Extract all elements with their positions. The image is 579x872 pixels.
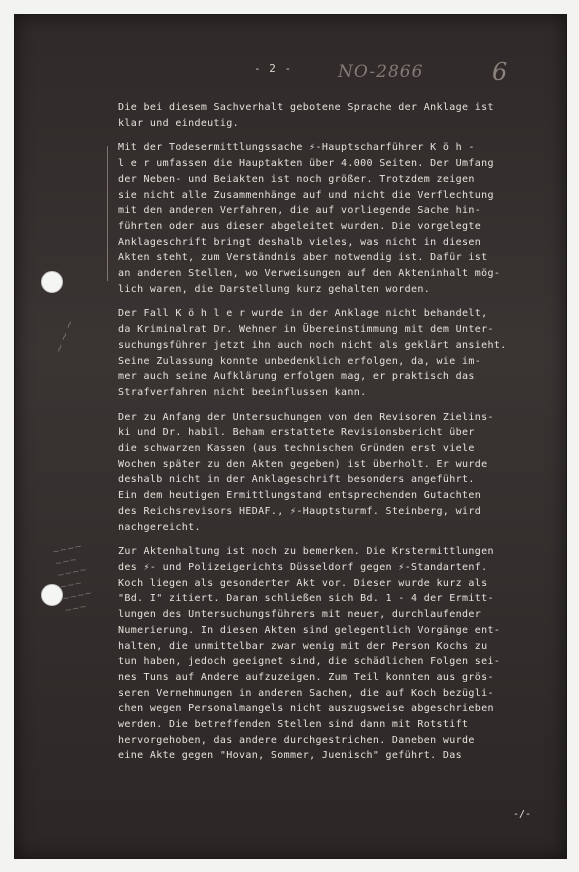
text-line: werden. Die betreffenden Stellen sind dann mit Rotstift: [118, 719, 469, 731]
text-line: Seine Zulassung konnte unbedenklich erfolgen, da, wie im-: [118, 355, 482, 367]
text-line: klar und eindeutig.: [118, 117, 240, 129]
text-line: Numerierung. In diesen Akten sind gelegentlich Vorgänge ent-: [118, 624, 501, 636]
paragraph: [118, 140, 550, 297]
text-line: tun haben, jedoch geeignet sind, die schädlichen Folgen sei-: [118, 656, 501, 668]
text-line: sie nicht alle Zusammenhänge auf und nicht die Verflechtung: [118, 189, 494, 201]
text-line: mer auch seine Aufklärung erfolgen mag, er praktisch das: [118, 371, 475, 383]
text-line: die schwarzen Kassen (aus technischen Gründen erst viele: [118, 443, 475, 455]
text-line: Mit der Todesermittlungssache ⚡-Hauptscharführer K ö h -: [118, 142, 475, 154]
text-line: der Neben- und Beiakten ist noch größer. Trotzdem zeigen: [118, 173, 475, 185]
text-line: halten, die unmittelbar zwar wenig mit der Person Kochs zu: [118, 640, 488, 652]
text-line: lungen des Untersuchungsführers mit neuer, durchlaufender: [118, 609, 482, 621]
paragraph: [118, 544, 550, 764]
typed-body-text: [118, 100, 550, 773]
text-line: des ⚡- und Polizeigerichts Düsseldorf gegen ⚡-Standartenf.: [118, 561, 488, 573]
paragraph: [118, 100, 550, 131]
text-line: hervorgehoben, das andere durchgestrichen. Daneben wurde: [118, 734, 475, 746]
text-line: eine Akte gegen "Hovan, Sommer, Juenisch" geführt. Das: [118, 750, 463, 762]
text-line: Wochen später zu den Akten gegeben) ist überholt. Er wurde: [118, 458, 488, 470]
text-line: Ein dem heutigen Ermittlungstand entsprechenden Gutachten: [118, 490, 482, 502]
text-line: nes Tuns auf Andere aufzuzeigen. Zum Teil konnten aus grös-: [118, 671, 494, 683]
text-line: Koch liegen als gesonderter Akt vor. Dieser wurde kurz als: [118, 577, 488, 589]
text-line: Der zu Anfang der Untersuchungen von den Revisoren Zielins-: [118, 411, 494, 423]
handwritten-margin-note: ~~~~ ~~~ ~~~~ ~~~ ~~~~ ~~~: [51, 541, 93, 617]
handwritten-sheet-number: 6: [492, 58, 508, 86]
page-number: - 2 -: [254, 62, 293, 75]
text-line: chen wegen Personalmangels nicht auszugsweise abgeschrieben: [118, 703, 494, 715]
text-line: da Kriminalrat Dr. Wehner in Übereinstimmung mit dem Unter-: [118, 324, 494, 336]
text-line: Die bei diesem Sachverhalt gebotene Sprache der Anklage ist: [118, 102, 494, 113]
text-line: seren Vernehmungen in anderen Sachen, die auf Koch bezügli-: [118, 687, 494, 699]
text-line: Anklageschrift bringt deshalb vieles, was nicht in diesen: [118, 236, 482, 248]
text-line: Zur Aktenhaltung ist noch zu bemerken. Die Krstermittlungen: [118, 546, 494, 558]
continuation-mark: -/-: [513, 809, 532, 820]
text-line: an anderen Stellen, wo Verweisungen auf den Akteninhalt mög-: [118, 268, 501, 280]
text-line: suchungsführer jetzt ihn auch noch nicht als geklärt ansieht.: [118, 339, 507, 351]
document-reference-stamp: NO-2866: [338, 62, 424, 82]
text-line: nachgereicht.: [118, 521, 201, 533]
paragraph: [118, 410, 550, 536]
margin-pencil-line: [107, 146, 108, 281]
text-line: des Reichsrevisors HEDAF., ⚡-Hauptsturmf. Steinberg, wird: [118, 505, 482, 517]
text-line: mit den anderen Verfahren, die auf vorliegende Sache hin-: [118, 205, 482, 217]
punch-hole-top: [41, 271, 63, 293]
text-line: Der Fall K ö h l e r wurde in der Anklage nicht behandelt,: [118, 308, 488, 320]
text-line: deshalb nicht in der Anklageschrift besonders angeführt.: [118, 474, 475, 486]
text-line: "Bd. I" zitiert. Daran schließen sich Bd. 1 - 4 der Ermitt-: [118, 593, 494, 605]
paragraph: [118, 306, 550, 400]
text-line: ki und Dr. habil. Beham erstattete Revisionsbericht über: [118, 427, 475, 439]
text-line: lich waren, die Darstellung kurz gehalten worden.: [118, 283, 431, 295]
text-line: Strafverfahren nicht beeinflussen kann.: [118, 386, 367, 398]
text-line: Akten steht, zum Verständnis aber notwendig ist. Dafür ist: [118, 252, 488, 264]
text-line: l e r umfassen die Hauptakten über 4.000 Seiten. Der Umfang: [118, 158, 494, 170]
handwritten-margin-note: ~ ~ ~: [52, 317, 78, 355]
text-line: führten oder aus dieser abgeleitet wurden. Die vorgelegte: [118, 220, 482, 232]
